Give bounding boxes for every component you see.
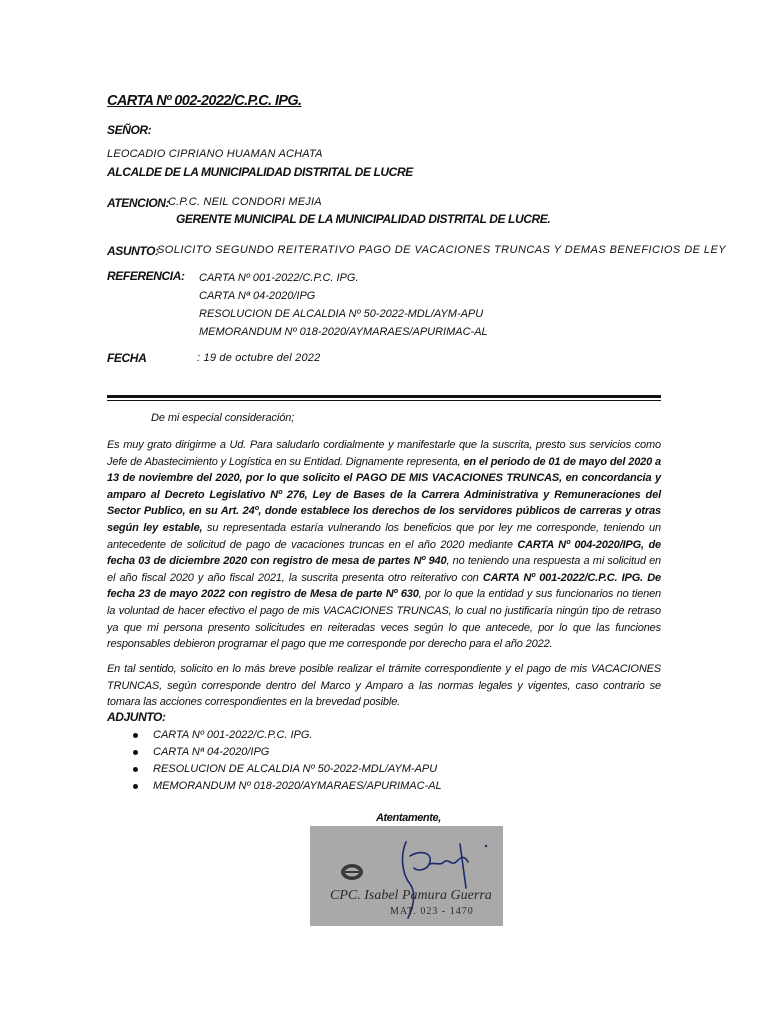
attachment-item: CARTA Nº 001-2022/C.P.C. IPG. xyxy=(107,727,442,744)
seal-icon xyxy=(341,864,363,880)
attachment-item: RESOLUCION DE ALCALDIA Nº 50-2022-MDL/AYM-APU xyxy=(107,761,442,778)
letter-title: CARTA Nº 002-2022/C.P.C. IPG. xyxy=(107,93,302,109)
recipient-name: LEOCADIO CIPRIANO HUAMAN ACHATA xyxy=(107,148,323,160)
attachments-list xyxy=(107,727,442,795)
attention-name: C.P.C. NEIL CONDORI MEJIA xyxy=(168,196,322,208)
body-paragraph-2: En tal sentido, solicito en lo más breve posible realizar el trámite correspondiente y el pago de mis VACACIONES TRUNCAS, según corresponde dentro del Marco y Amparo a las normas legales y vigentes, caso contrario se tomara las acciones correspondientes en la brevedad posible. xyxy=(107,663,661,709)
reference-item: CARTA Nª 04-2020/IPG xyxy=(199,290,316,302)
recipient-title: ALCALDE DE LA MUNICIPALIDAD DISTRITAL DE LUCRE xyxy=(107,165,413,179)
attention-label: ATENCION: xyxy=(107,196,170,210)
attention-title: GERENTE MUNICIPAL DE LA MUNICIPALIDAD DISTRITAL DE LUCRE. xyxy=(176,212,551,226)
stamp-name: CPC. Isabel Pamura Guerra xyxy=(330,888,492,903)
header-divider xyxy=(107,395,661,398)
reference-item: MEMORANDUM Nº 018-2020/AYMARAES/APURIMAC-AL xyxy=(199,326,488,338)
body-text-segment: , por lo que la entidad y sus funcionarios no tienen la voluntad de hacer efectivo el pago de mis VACACIONES TRUNCAS, lo cual no justificaría ningún tipo de retraso ya que mi persona presento solicitudes en reiteradas veces según lo que antecede, por lo que las funciones responsables debieron programar el pago que me corresponde por derecho para el año 2022. xyxy=(107,588,662,651)
reference-list xyxy=(199,269,488,341)
date-label: FECHA xyxy=(107,351,147,365)
reference-label: REFERENCIA: xyxy=(107,269,185,283)
subject-label: ASUNTO: xyxy=(107,244,159,258)
signature-stamp xyxy=(310,826,503,926)
reference-item: RESOLUCION DE ALCALDIA Nº 50-2022-MDL/AYM-APU xyxy=(199,308,484,320)
body-bold-segment: en el periodo de 01 de mayo del 2020 a 13 de noviembre del 2020, por lo que solicito el PAGO DE MIS VACACIONES TRUNCAS, en concordancia y amparo al Decreto Legislativo Nº 276, Ley de Bases de la Carrera Administrativa y Remuneraciones del Sector Publico, en su Art. 24º, donde establece los derechos de los servidores públicos de carreras y otras según ley estable, xyxy=(107,455,661,534)
reference-item: CARTA Nº 001-2022/C.P.C. IPG. xyxy=(199,272,359,284)
body-bold-segment: CARTA Nº 001-2022/C.P.C. IPG. De fecha 23 de mayo 2022 con registro de Mesa de parte Nº 630 xyxy=(107,571,662,601)
body-text-segment: Es muy grato dirigirme a Ud. Para saludarlo cordialmente y manifestarle que la suscrita, presto sus servicios como Jefe de Abastecimiento y Logística en su Entidad. Dignamente representa, xyxy=(107,439,661,468)
body-bold-segment: CARTA Nº 004-2020/IPG, de fecha 03 de diciembre 2020 con registro de mesa de partes Nº 940 xyxy=(107,538,661,568)
body-paragraph-1 xyxy=(107,437,661,653)
greeting: De mi especial consideración; xyxy=(151,412,295,424)
salutation-label: SEÑOR: xyxy=(107,123,152,137)
attachment-item: CARTA Nª 04-2020/IPG xyxy=(107,744,442,761)
stamp-registration: MAT. 023 - 1470 xyxy=(390,906,474,917)
closing: Atentamente, xyxy=(376,812,441,824)
attachment-item: MEMORANDUM Nº 018-2020/AYMARAES/APURIMAC-AL xyxy=(107,778,442,795)
body-text-segment: su representada estaría vulnerando los beneficios que por ley me corresponde, teniendo un antecedente de solicitud de pago de vacaciones truncas en el año 2020 mediante xyxy=(107,521,661,551)
body-text-segment: , no teniendo una respuesta a mi solicitud en el año fiscal 2020 y año fiscal 2021, la suscrita presenta otro reiterativo con xyxy=(107,555,661,584)
date-text: : 19 de octubre del 2022 xyxy=(197,352,321,364)
attachments-label: ADJUNTO: xyxy=(107,710,166,724)
header-divider-thin xyxy=(107,400,661,401)
subject-text: SOLICITO SEGUNDO REITERATIVO PAGO DE VACACIONES TRUNCAS Y DEMAS BENEFICIOS DE LEY xyxy=(157,244,727,256)
